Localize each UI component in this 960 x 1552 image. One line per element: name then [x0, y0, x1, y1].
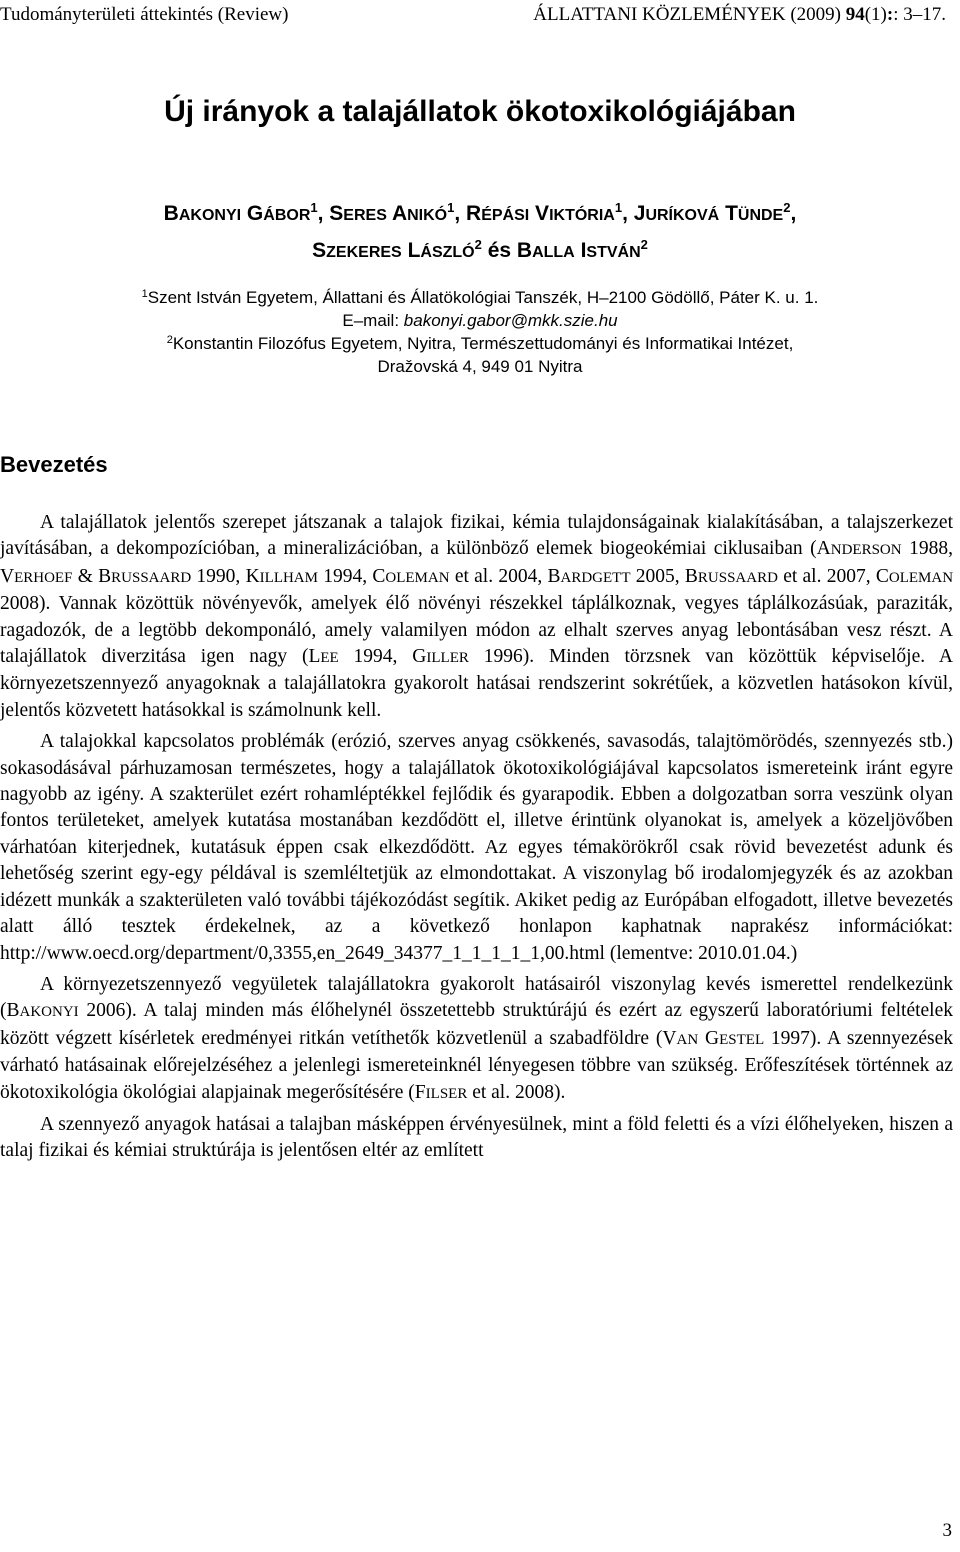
paragraph-1: A talajállatok jelentős szerepet játszanak a talajok fizikai, kémia tulajdonságainak kialakításában, a talajszerkezet javításában, a dekompozícióban, a mineralizációban, a különböző elemek biogeokémiai ciklusaiban (ANDERSON 1988, VERHOEF & BRUSSAARD 1990, KILLHAM 1994, COLEMAN et al. 2004, BARDGETT 2005, BRUSSAARD et al. 2007, COLEMAN 2008). Vannak közöttük növényevők, amelyek élő növényi részekkel táplálkoznak, vegyes táplálkozásúak, paraziták, ragadozók, de a legtöbb dekomponáló, amely valamilyen módon az elhalt szerves anyag lebontásában vesz részt. A talajállatok diverzitása igen nagy (LEE 1994, GILLER 1996). Minden törzsnek van közöttük képviselője. A környezetszennyező anyagoknak a talajállatokra gyakorolt hatásai rendszerint sokrétűek, a közvetlen hatásokon kívül, jelentős közvetett hatásokkal is számolnunk kell. — [0, 512, 954, 721]
author: RÉPÁSI VIKTÓRIA$^1$ — [466, 200, 623, 225]
affiliation-1: $^1$Szent István Egyetem, Állattani és Állatökológiai Tanszék, H–2100 Gödöllő, Páter K. u. 1. E–mail: bakonyi.gabor@mkk.szie.hu — [141, 288, 819, 330]
journal-name: ÁLLATTANI KÖZLEMÉNYEK (2009) — [533, 4, 846, 25]
author-list — [0, 196, 960, 270]
journal-pages: : 3–17. — [893, 4, 946, 25]
running-header-right — [533, 4, 946, 26]
page-number: 3 — [942, 1520, 952, 1541]
journal-issue: (1) — [864, 4, 887, 25]
paragraph-3: A környezetszennyező vegyületek talajállatokra gyakorolt hatásairól viszonylag kevés ismerettel rendelkezünk (BAKONYI 2006). A talaj minden más élőhelynél összetettebb struktúrájú és ezért az egyszerű laboratóriumi feltételek között végzett kísérletek eredményei ritkán vetíthetők közvetlenül a szabadföldre (VAN GESTEL 1997). A szennyezések várható hatásainak előrejelzéséhez a jelenlegi ismereteinknél lényegesen többre van szükség. Erőfeszítések történnek az ökotoxikológia ökológiai alapjainak megerősítésére (FILSER et al. 2008). — [0, 973, 953, 1103]
email-link[interactable]: bakonyi.gabor@mkk.szie.hu — [403, 311, 618, 330]
article-body — [0, 510, 953, 1165]
journal-volume: 94 — [845, 4, 865, 25]
running-header-left: Tudományterületi áttekintés (Review) — [0, 4, 289, 25]
author: BAKONYI GÁBOR$^1$ — [163, 200, 318, 225]
author-line-1: BAKONYI GÁBOR$^1$, SERES ANIKÓ$^1$, RÉPÁSI VIKTÓRIA$^1$, JURÍKOVÁ TÜNDE$^2$, — [163, 200, 797, 225]
section-heading: Bevezetés — [0, 452, 108, 477]
author-conjunction: és — [487, 239, 512, 262]
paragraph-4: A szennyező anyagok hatásai a talajban másképpen érvényesülnek, mint a föld feletti és a vízi élőhelyeken, hiszen a talaj fizikai és kémiai struktúrája is jelentősen eltér az említett — [0, 1113, 953, 1162]
affiliation-2: $^2$Konstantin Filozófus Egyetem, Nyitra, Természettudományi és Informatikai Intézet, Dražovská 4, 949 01 Nyitra — [166, 334, 794, 376]
author: BALLA ISTVÁN$^2$ — [516, 237, 648, 262]
journal-pages-colon: : — [886, 4, 894, 25]
article-title: Új irányok a talajállatok ökotoxikológiájában — [164, 95, 796, 128]
author-line-2 — [0, 233, 960, 270]
author: JURÍKOVÁ TÜNDE$^2$ — [633, 200, 791, 225]
paragraph-2: A talajokkal kapcsolatos problémák (erózió, szerves anyag csökkenés, savasodás, talajtömörödés, szennyezés stb.) sokasodásával párhuzamosan természetes, hogy a talajállatok ökotoxikológiájával kapcsolatos ismereteink iránt egyre nagyobb az igény. A szakterület ezért rohamléptékkel fejlődik és gyarapodik. Ebben a dolgozatban sorra veszünk olyan fontos területeket, amelyek kutatása mostanában kezdődött el, illetve érintünk olyanokat is, amelyek a közeljövőben várhatóan kiterjednek, kutatásuk éppen csak elkezdődött. Az egyes témakörökről csak rövid bevezetést adunk és lehetőség szerint egy-egy példával is szemléltetjük az elmondottakat. A viszonylag bő irodalomjegyzék és az azokban idézett munkák a szakterületen való további tájékozódást segítik. Akiket pedig az Európában elfogadott, illetve bevezetés alatt álló tesztek érdekelnek, az a következő honlapon kaphatnak naprakész információkat: http://www.oecd.org/department/0,3355,en_2649_34377_1_1_1_1_1,00.html (lementve: 2010.01.04.) — [0, 731, 953, 964]
author: SZEKERES LÁSZLÓ$^2$ — [312, 237, 482, 262]
author: SERES ANIKÓ$^1$ — [329, 200, 455, 225]
